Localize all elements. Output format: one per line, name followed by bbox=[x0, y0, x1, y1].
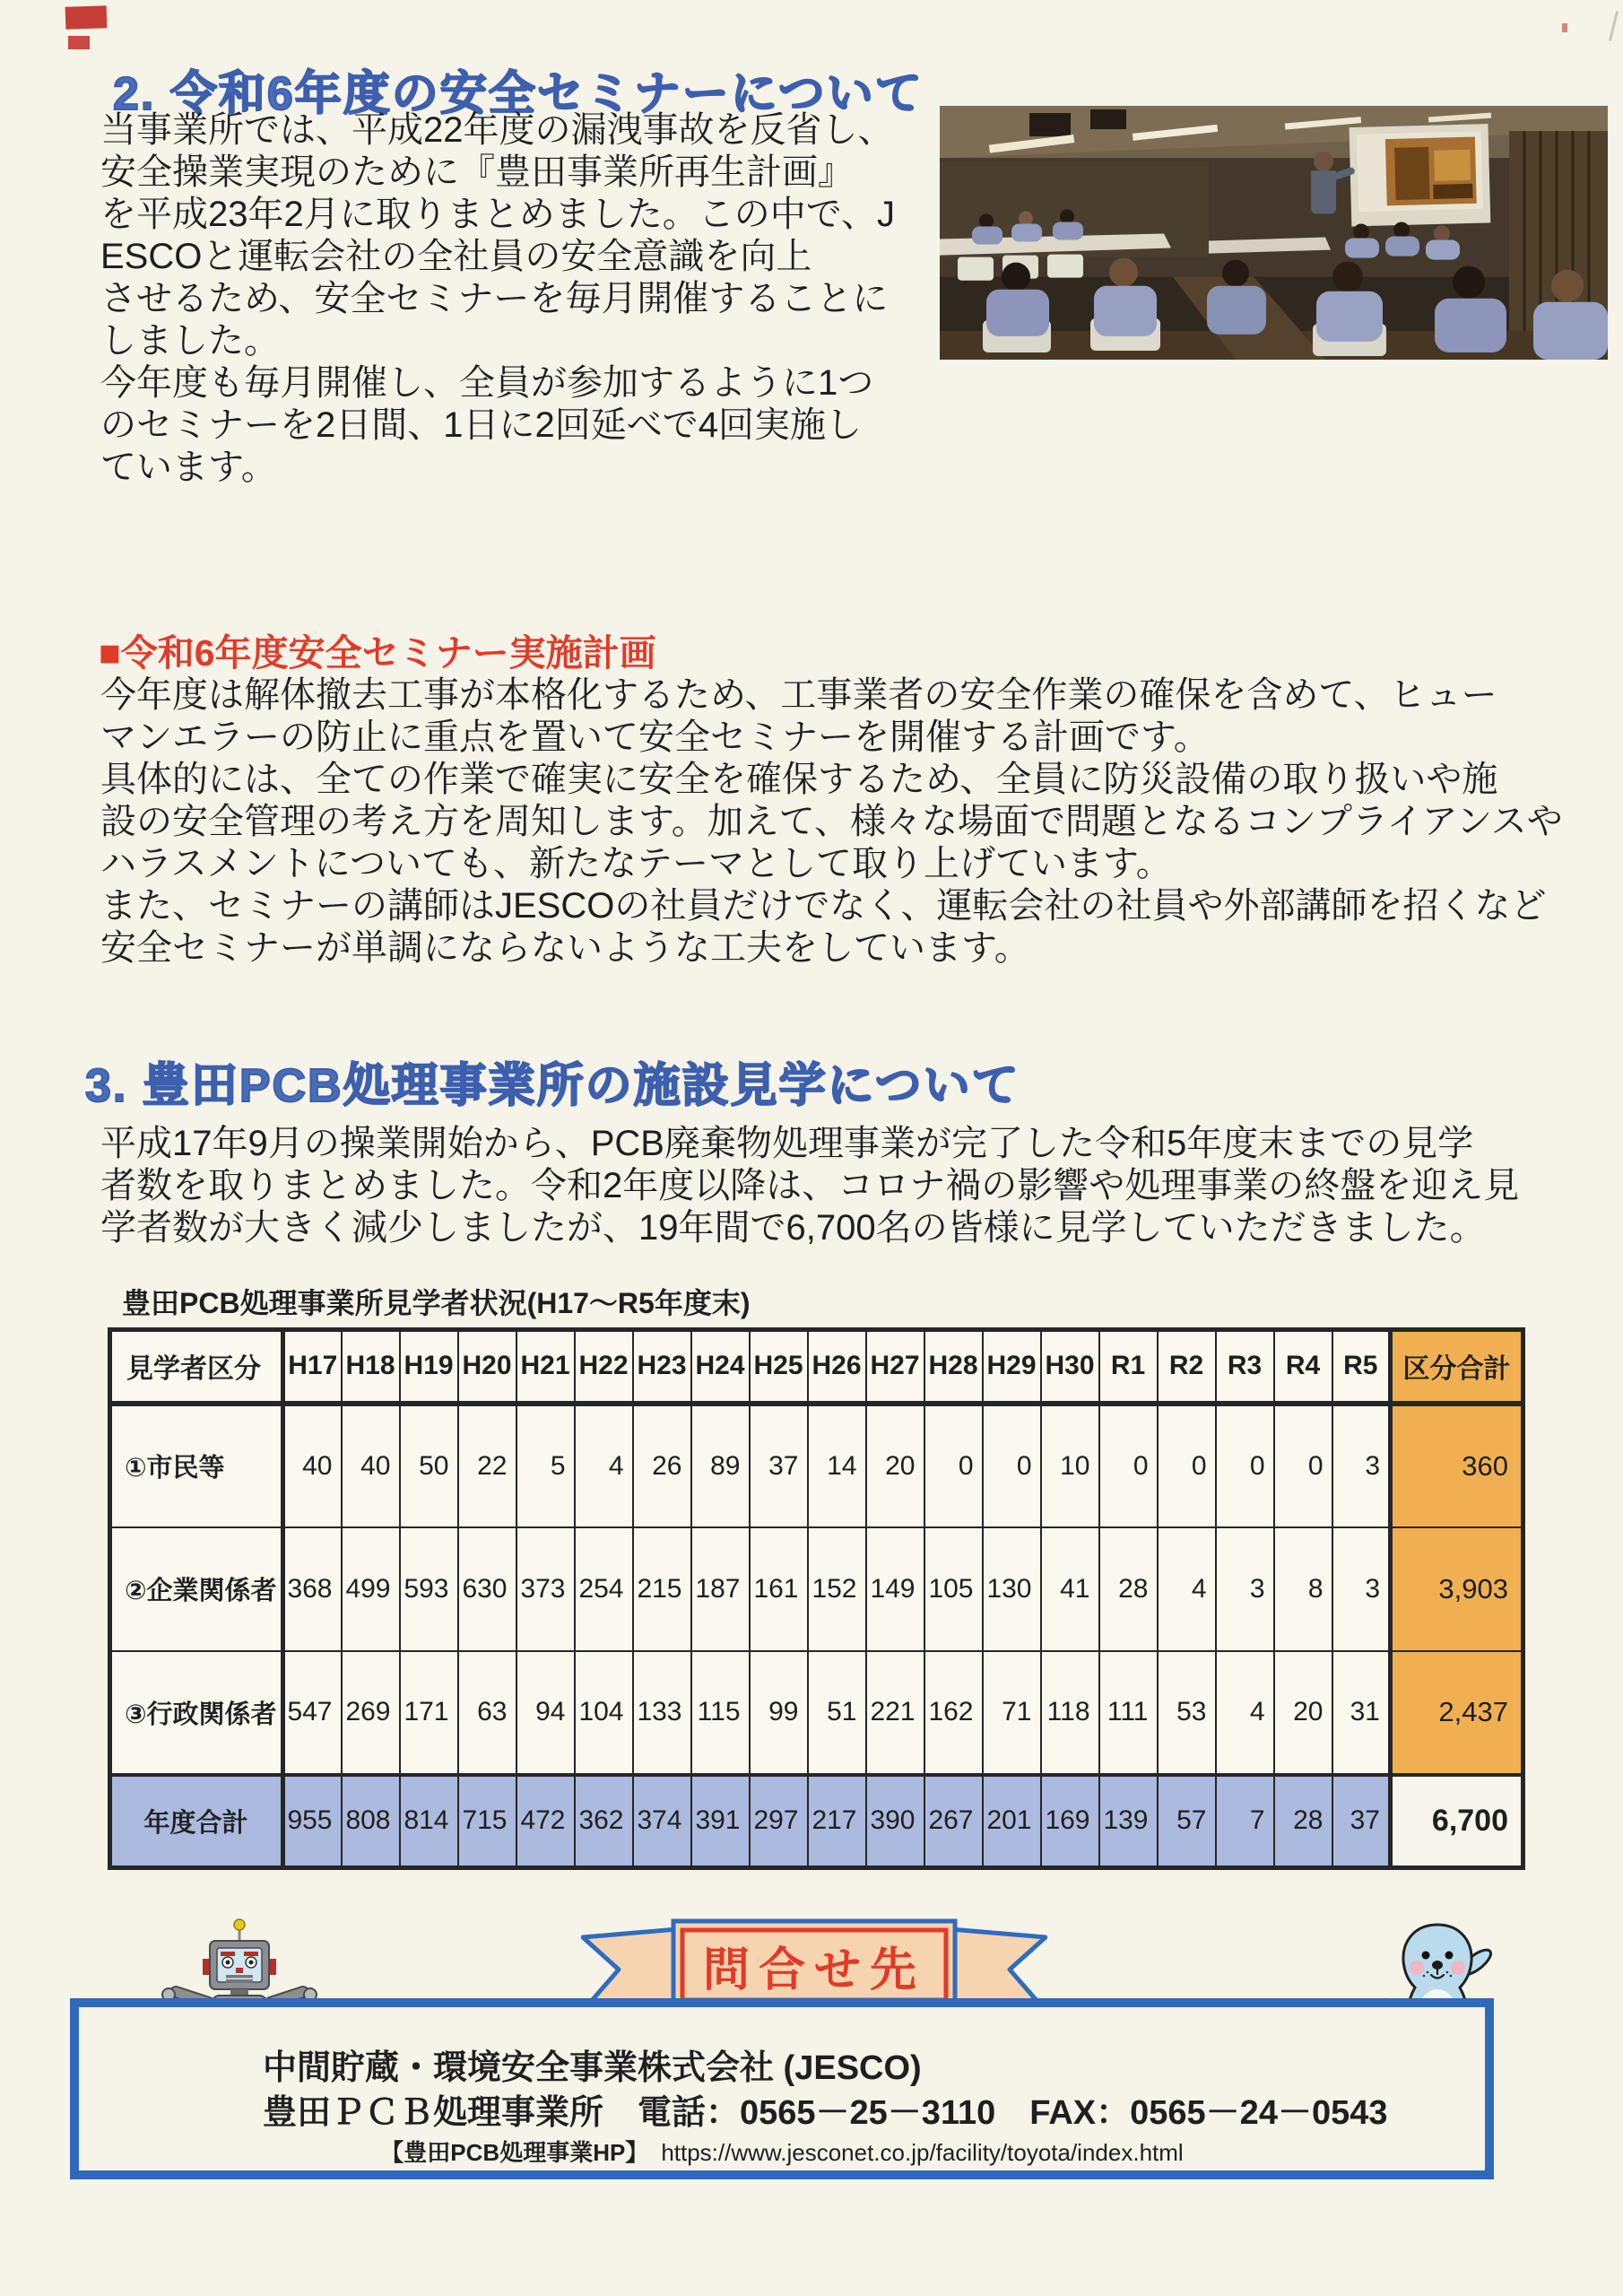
table-cell: 162 bbox=[924, 1651, 983, 1775]
text-line: 安全操業実現のために『豊田事業所再生計画』 bbox=[100, 152, 854, 192]
seminar-plan-body bbox=[100, 674, 1563, 970]
table-cell: 267 bbox=[924, 1775, 983, 1868]
table-cell: 814 bbox=[400, 1775, 458, 1868]
table-cell: 201 bbox=[983, 1775, 1041, 1868]
table-cell: 0 bbox=[1216, 1404, 1274, 1527]
table-cell: 547 bbox=[283, 1651, 342, 1775]
table-cell: 269 bbox=[342, 1651, 400, 1775]
text-line: 安全セミナーが単調にならないような工夫をしています。 bbox=[100, 928, 1030, 968]
table-cell: 40 bbox=[342, 1404, 400, 1527]
table-cell: 139 bbox=[1099, 1775, 1158, 1868]
table-cell: 630 bbox=[458, 1527, 516, 1651]
text-line: 今年度は解体撤去工事が本格化するため、工事業者の安全作業の確保を含めて、ヒュー bbox=[100, 675, 1497, 715]
table-cell: 94 bbox=[516, 1651, 575, 1775]
table-cell: 71 bbox=[983, 1651, 1041, 1775]
table-year-header: H23 bbox=[633, 1330, 691, 1404]
table-cell: 0 bbox=[1099, 1404, 1158, 1527]
contact-company-line: 中間貯蔵・環境安全事業株式会社 (JESCO) bbox=[263, 2049, 922, 2087]
table-cell: 715 bbox=[458, 1775, 516, 1868]
table-cell: 362 bbox=[575, 1775, 633, 1868]
table-cell: 3 bbox=[1216, 1527, 1274, 1651]
visitor-table-caption: 豊田PCB処理事業所見学者状況(H17〜R5年度末) bbox=[122, 1287, 751, 1319]
table-cell: 63 bbox=[458, 1651, 516, 1775]
table-cell: 41 bbox=[1041, 1527, 1099, 1651]
table-year-header: R1 bbox=[1099, 1330, 1158, 1404]
text-line: 者数を取りまとめました。令和2年度以降は、コロナ禍の影響や処理事業の終盤を迎え見 bbox=[100, 1166, 1520, 1205]
row-label: ③行政関係者 bbox=[110, 1651, 283, 1775]
table-cell: 593 bbox=[400, 1527, 458, 1651]
table-cell: 7 bbox=[1216, 1775, 1274, 1868]
section-2-paragraphs bbox=[100, 109, 895, 489]
hp-url: https://www.jesconet.co.jp/facility/toyota/index.html bbox=[661, 2139, 1184, 2166]
table-year-header: H30 bbox=[1041, 1330, 1099, 1404]
visitor-table bbox=[108, 1327, 1525, 1870]
table-cell: 187 bbox=[691, 1527, 750, 1651]
table-year-header: H22 bbox=[575, 1330, 633, 1404]
scan-mark bbox=[65, 5, 108, 30]
table-year-header: H27 bbox=[866, 1330, 924, 1404]
table-year-header: H26 bbox=[808, 1330, 866, 1404]
text-line: また、セミナーの講師はJESCOの社員だけでなく、運転会社の社員や外部講師を招くなど bbox=[100, 886, 1547, 926]
table-cell: 171 bbox=[400, 1651, 458, 1775]
grand-total: 6,700 bbox=[1391, 1775, 1523, 1868]
text-line: を平成23年2月に取りまとめました。この中で、J bbox=[100, 195, 895, 234]
table-cell: 297 bbox=[750, 1775, 808, 1868]
section-3-heading: 3. 豊田PCB処理事業所の施設見学について bbox=[85, 1060, 1020, 1112]
table-year-header: R5 bbox=[1332, 1330, 1391, 1404]
table-cell: 499 bbox=[342, 1527, 400, 1651]
table-cell: 8 bbox=[1274, 1527, 1332, 1651]
contact-hp-line bbox=[79, 2135, 1485, 2168]
table-cell: 0 bbox=[924, 1404, 983, 1527]
contact-box bbox=[70, 1998, 1494, 2179]
table-cell: 37 bbox=[750, 1404, 808, 1527]
table-cell: 89 bbox=[691, 1404, 750, 1527]
seminar-photo bbox=[940, 106, 1608, 360]
table-cell: 111 bbox=[1099, 1651, 1158, 1775]
table-cell: 57 bbox=[1158, 1775, 1216, 1868]
table-cell: 28 bbox=[1274, 1775, 1332, 1868]
table-year-header: H19 bbox=[400, 1330, 458, 1404]
table-year-header: H20 bbox=[458, 1330, 516, 1404]
section-2-paragraph-2 bbox=[100, 362, 895, 489]
table-cell: 26 bbox=[633, 1404, 691, 1527]
table-cell: 20 bbox=[866, 1404, 924, 1527]
table-corner-header: 見学者区分 bbox=[110, 1330, 283, 1404]
table-cell: 217 bbox=[808, 1775, 866, 1868]
seminar-photo-image bbox=[940, 106, 1608, 360]
table-cell: 4 bbox=[1216, 1651, 1274, 1775]
text-line: 当事業所では、平成22年度の漏洩事故を反省し、 bbox=[100, 110, 894, 150]
table-cell: 3 bbox=[1332, 1527, 1391, 1651]
text-line: 設の安全管理の考え方を周知します。加えて、様々な場面で問題となるコンプライアンスや bbox=[100, 802, 1563, 841]
total-row-label: 年度合計 bbox=[110, 1775, 283, 1868]
table-cell: 50 bbox=[400, 1404, 458, 1527]
text-line: 具体的には、全ての作業で確実に安全を確保するため、全員に防災設備の取り扱いや施 bbox=[100, 760, 1498, 799]
visitor-table-wrap bbox=[108, 1327, 1525, 1870]
table-year-header: H28 bbox=[924, 1330, 983, 1404]
text-line: 学者数が大きく減少しましたが、19年間で6,700名の皆様に見学していただきました。 bbox=[100, 1208, 1486, 1248]
table-cell: 0 bbox=[1274, 1404, 1332, 1527]
table-total-row bbox=[110, 1775, 1523, 1868]
table-cell: 390 bbox=[866, 1775, 924, 1868]
table-cell: 31 bbox=[1332, 1651, 1391, 1775]
table-cell: 3 bbox=[1332, 1404, 1391, 1527]
table-cell: 4 bbox=[575, 1404, 633, 1527]
row-total: 360 bbox=[1391, 1404, 1523, 1527]
table-year-header: R2 bbox=[1158, 1330, 1216, 1404]
table-cell: 472 bbox=[516, 1775, 575, 1868]
table-cell: 373 bbox=[516, 1527, 575, 1651]
text-line: 平成17年9月の操業開始から、PCB廃棄物処理事業が完了した令和5年度末までの見学 bbox=[100, 1124, 1474, 1163]
table-cell: 368 bbox=[283, 1527, 342, 1651]
section-2-heading: 2. 令和6年度の安全セミナーについて bbox=[113, 68, 924, 120]
table-year-header: H29 bbox=[983, 1330, 1041, 1404]
table-row bbox=[110, 1527, 1523, 1651]
table-cell: 22 bbox=[458, 1404, 516, 1527]
table-cell: 51 bbox=[808, 1651, 866, 1775]
table-cell: 10 bbox=[1041, 1404, 1099, 1527]
table-year-header: H24 bbox=[691, 1330, 750, 1404]
text-line: ハラスメントについても、新たなテーマとして取り上げています。 bbox=[100, 844, 1172, 883]
table-cell: 5 bbox=[516, 1404, 575, 1527]
table-cell: 0 bbox=[1158, 1404, 1216, 1527]
text-line: ESCOと運転会社の全社員の安全意識を向上 bbox=[100, 237, 812, 276]
row-label: ②企業関係者 bbox=[110, 1527, 283, 1651]
table-cell: 28 bbox=[1099, 1527, 1158, 1651]
table-cell: 374 bbox=[633, 1775, 691, 1868]
text-line: しました。 bbox=[100, 321, 280, 361]
table-cell: 152 bbox=[808, 1527, 866, 1651]
table-cell: 104 bbox=[575, 1651, 633, 1775]
table-year-header: H21 bbox=[516, 1330, 575, 1404]
section-3-paragraph bbox=[100, 1123, 1519, 1249]
table-cell: 149 bbox=[866, 1527, 924, 1651]
scan-mark bbox=[1562, 23, 1567, 32]
row-label: ①市民等 bbox=[110, 1404, 283, 1527]
table-total-header: 区分合計 bbox=[1391, 1330, 1523, 1404]
seminar-plan-heading: ■令和6年度安全セミナー実施計画 bbox=[99, 632, 656, 674]
text-line: ています。 bbox=[100, 448, 277, 487]
table-header-row bbox=[110, 1330, 1523, 1404]
table-row bbox=[110, 1651, 1523, 1775]
table-cell: 215 bbox=[633, 1527, 691, 1651]
text-line: のセミナーを2日間、1日に2回延べで4回実施し bbox=[100, 405, 862, 445]
table-cell: 133 bbox=[633, 1651, 691, 1775]
row-total: 2,437 bbox=[1391, 1651, 1523, 1775]
text-line: 今年度も毎月開催し、全員が参加するように1つ bbox=[100, 363, 874, 403]
table-cell: 105 bbox=[924, 1527, 983, 1651]
table-cell: 4 bbox=[1158, 1527, 1216, 1651]
table-cell: 169 bbox=[1041, 1775, 1099, 1868]
text-line: させるため、安全セミナーを毎月開催することに bbox=[100, 279, 889, 318]
table-year-header: R3 bbox=[1216, 1330, 1274, 1404]
table-cell: 115 bbox=[691, 1651, 750, 1775]
table-year-header: R4 bbox=[1274, 1330, 1332, 1404]
table-cell: 118 bbox=[1041, 1651, 1099, 1775]
table-year-header: H25 bbox=[750, 1330, 808, 1404]
table-cell: 37 bbox=[1332, 1775, 1391, 1868]
table-cell: 161 bbox=[750, 1527, 808, 1651]
table-cell: 20 bbox=[1274, 1651, 1332, 1775]
table-cell: 130 bbox=[983, 1527, 1041, 1651]
table-cell: 0 bbox=[983, 1404, 1041, 1527]
table-cell: 99 bbox=[750, 1651, 808, 1775]
hp-label: 【豊田PCB処理事業HP】 bbox=[380, 2139, 649, 2166]
table-year-header: H17 bbox=[283, 1330, 342, 1404]
table-cell: 40 bbox=[283, 1404, 342, 1527]
table-cell: 955 bbox=[283, 1775, 342, 1868]
table-year-header: H18 bbox=[342, 1330, 400, 1404]
text-line: マンエラーの防止に重点を置いて安全セミナーを開催する計画です。 bbox=[100, 718, 1210, 757]
scan-mark bbox=[68, 36, 90, 49]
scan-mark bbox=[1609, 11, 1619, 41]
table-cell: 53 bbox=[1158, 1651, 1216, 1775]
contact-phone-line: 豊田ＰＣＢ処理事業所 電話：0565－25－3110 FAX：0565－24－0543 bbox=[263, 2094, 1388, 2132]
table-cell: 14 bbox=[808, 1404, 866, 1527]
table-cell: 391 bbox=[691, 1775, 750, 1868]
row-total: 3,903 bbox=[1391, 1527, 1523, 1651]
table-row bbox=[110, 1404, 1523, 1527]
inquiry-banner-label: 問合せ先 bbox=[702, 1944, 925, 1996]
table-cell: 254 bbox=[575, 1527, 633, 1651]
section-2-paragraph-1 bbox=[100, 109, 895, 362]
table-cell: 221 bbox=[866, 1651, 924, 1775]
table-cell: 808 bbox=[342, 1775, 400, 1868]
